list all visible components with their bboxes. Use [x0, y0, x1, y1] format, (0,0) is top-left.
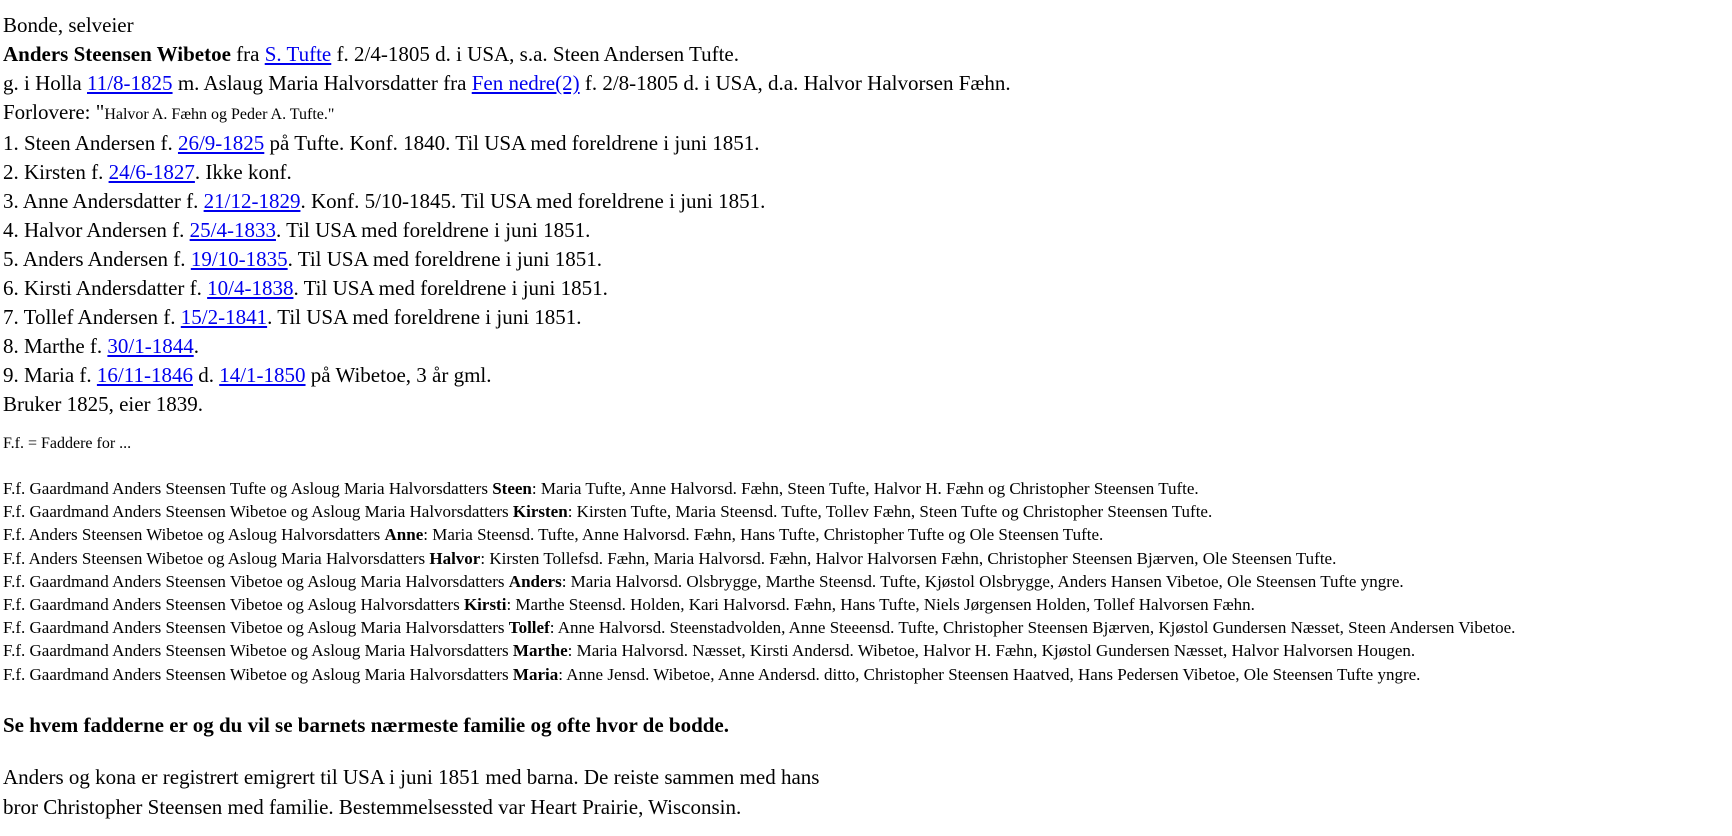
child-text: 6. Kirsti Andersdatter f. [3, 276, 208, 300]
child-item [3, 187, 1732, 216]
fadder-child: Steen [492, 479, 532, 498]
bruker-line: Bruker 1825, eier 1839. [3, 392, 204, 416]
child-text: 7. Tollef Andersen f. [3, 305, 181, 329]
fadder-child: Halvor [429, 548, 481, 568]
forlovere-prefix: Forlovere: " [3, 100, 105, 124]
child-birth-link[interactable]: 30/1-1844 [107, 334, 194, 358]
child-text: 3. Anne Andersdatter f. [3, 189, 204, 213]
marriage-prefix: g. i Holla [3, 71, 87, 95]
fadder-child: Anders [508, 571, 562, 591]
fadder-child: Kirsten [512, 502, 568, 522]
child-birth-link[interactable]: 10/4-1838 [207, 276, 294, 300]
forlovere-text: Halvor A. Fæhn og Peder A. Tufte." [104, 106, 335, 123]
person-name: Anders Steensen Wibetoe [3, 42, 231, 66]
fadder-parents: F.f. Gaardmand Anders Steensen Wibetoe og Asloug Maria Halvorsdatters [3, 641, 513, 661]
fadder-parents: F.f. Gaardmand Anders Steensen Vibetoe og Asloug Maria Halvorsdatters [3, 571, 509, 591]
marriage-spouse: m. Aslaug Maria Halvorsdatter fra [172, 71, 472, 95]
fadder-names: : Anne Jensd. Wibetoe, Anne Andersd. ditto, Christopher Steensen Haatved, Hans Pedersen Vibetoe, Ole Steensen Tufte yngre. [558, 664, 1421, 684]
person-line [3, 40, 1732, 69]
farm-link-fen-nedre[interactable]: Fen nedre(2) [471, 71, 580, 95]
fadder-parents: F.f. Gaardmand Anders Steensen Wibetoe og Asloug Maria Halvorsdatters [3, 664, 513, 684]
fadder-names: : Kirsten Tollefsd. Fæhn, Maria Halvorsd. Fæhn, Halvor Halvorsen Fæhn, Christopher Steensen Bjærven, Ole Steensen Tufte. [480, 548, 1337, 568]
fadder-child: Tollef [508, 618, 550, 638]
child-text: 8. Marthe f. [3, 334, 108, 358]
marriage-details: f. 2/8-1805 d. i USA, d.a. Halvor Halvorsen Fæhn. [579, 71, 1011, 95]
child-item [3, 332, 1732, 361]
fadder-entry [3, 477, 1732, 500]
child-text: d. [192, 363, 220, 387]
child-birth-link[interactable]: 15/2-1841 [180, 305, 268, 329]
fadder-entry [3, 570, 1732, 593]
child-birth-link[interactable]: 16/11-1846 [96, 363, 193, 387]
fadder-parents: F.f. Gaardmand Anders Steensen Wibetoe og Asloug Maria Halvorsdatters [3, 502, 513, 522]
child-text: 1. Steen Andersen f. [3, 131, 178, 155]
person-details: f. 2/4-1805 d. i USA, s.a. Steen Andersen Tufte. [331, 42, 740, 66]
child-text: . [193, 334, 199, 358]
fadder-entry [3, 547, 1732, 570]
fadder-parents: F.f. Gaardmand Anders Steensen Vibetoe og Asloug Maria Halvorsdatters [3, 618, 509, 638]
farm-link-s-tufte[interactable]: S. Tufte [264, 42, 332, 66]
child-item [3, 216, 1732, 245]
fadder-parents: F.f. Anders Steensen Wibetoe og Asloug Halvorsdatters [3, 525, 385, 545]
child-birth-link[interactable]: 19/10-1835 [190, 247, 288, 271]
fadder-child: Kirsti [463, 595, 507, 615]
child-birth-link[interactable]: 21/12-1829 [203, 189, 301, 213]
fadder-parents: F.f. Gaardmand Anders Steensen Vibetoe og Asloug Halvorsdatters [3, 595, 464, 615]
child-birth-link[interactable]: 25/4-1833 [189, 218, 276, 242]
child-item [3, 129, 1732, 158]
child-text: . Til USA med foreldrene i juni 1851. [293, 276, 608, 300]
marriage-line [3, 69, 1732, 98]
emigration-line-1: Anders og kona er registrert emigrert til USA i juni 1851 med barna. De reiste sammen med hans [3, 764, 820, 789]
fadder-names: : Maria Tufte, Anne Halvorsd. Fæhn, Steen Tufte, Halvor H. Fæhn og Christopher Steensen Tufte. [531, 479, 1199, 498]
marriage-date-link[interactable]: 11/8-1825 [87, 71, 173, 95]
occupation-line: Bonde, selveier [3, 13, 134, 37]
fadder-names: : Marthe Steensd. Holden, Kari Halvorsd. Fæhn, Hans Tufte, Niels Jørgensen Holden, Tollef Halvorsen Fæhn. [506, 595, 1255, 615]
child-text: . Til USA med foreldrene i juni 1851. [275, 218, 591, 242]
fadder-entry [3, 616, 1732, 639]
forlovere-line [3, 98, 1732, 129]
emigration-paragraph [3, 762, 1732, 822]
children-list [3, 129, 1732, 390]
child-text: . Til USA med foreldrene i juni 1851. [267, 305, 582, 329]
fadder-names: : Maria Halvorsd. Olsbrygge, Marthe Steensd. Tufte, Kjøstol Olsbrygge, Anders Hansen Vibetoe, Ole Steensen Tufte yngre. [561, 571, 1404, 591]
child-text: . Ikke konf. [194, 160, 292, 184]
child-text: . Til USA med foreldrene i juni 1851. [287, 247, 603, 271]
child-text: 2. Kirsten f. [3, 160, 109, 184]
fadder-names: : Maria Halvorsd. Næsset, Kirsti Andersd. Wibetoe, Halvor H. Fæhn, Kjøstol Gundersen Næsset, Halvor Halvorsen Hougen. [567, 641, 1416, 661]
child-text: på Wibetoe, 3 år gml. [305, 363, 492, 387]
fadder-entry [3, 639, 1732, 662]
person-fra: fra [230, 42, 265, 66]
fadder-entry [3, 663, 1732, 686]
fadder-parents: F.f. Gaardmand Anders Steensen Tufte og Asloug Maria Halvorsdatters [3, 479, 493, 498]
child-item [3, 245, 1732, 274]
child-birth-link[interactable]: 26/9-1825 [177, 131, 265, 155]
child-item [3, 361, 1732, 390]
child-text: . Konf. 5/10-1845. Til USA med foreldrene i juni 1851. [300, 189, 766, 213]
fadder-child: Marthe [512, 641, 568, 661]
fadder-child: Anne [384, 525, 424, 545]
fadder-names: : Anne Halvorsd. Steenstadvolden, Anne Steeensd. Tufte, Christopher Steensen Bjærven, Kjøstol Gundersen Næsset, Steen Andersen Vibetoe. [549, 618, 1516, 638]
fadder-parents: F.f. Anders Steensen Wibetoe og Asloug Maria Halvorsdatters [3, 548, 430, 568]
child-birth-link[interactable]: 24/6-1827 [108, 160, 195, 184]
faddere-list [3, 477, 1732, 686]
emigration-line-2: bror Christopher Steensen med familie. Bestemmelsessted var Heart Prairie, Wisconsin. [3, 794, 742, 819]
fadder-entry [3, 593, 1732, 616]
child-text: på Tufte. Konf. 1840. Til USA med foreldrene i juni 1851. [264, 131, 760, 155]
child-death-link[interactable]: 14/1-1850 [219, 363, 306, 387]
child-item [3, 303, 1732, 332]
faddere-note-heading: Se hvem fadderne er og du vil se barnets nærmeste familie og ofte hvor de bodde. [3, 712, 729, 737]
fadder-names: : Maria Steensd. Tufte, Anne Halvorsd. Fæhn, Hans Tufte, Christopher Tufte og Ole Steensen Tufte. [423, 525, 1104, 545]
child-item [3, 158, 1732, 187]
child-text: 9. Maria f. [3, 363, 97, 387]
fadder-child: Maria [512, 664, 559, 684]
fadder-entry [3, 523, 1732, 546]
child-text: 4. Halvor Andersen f. [3, 218, 190, 242]
fadder-names: : Kirsten Tufte, Maria Steensd. Tufte, Tollev Fæhn, Steen Tufte og Christopher Steensen Tufte. [567, 502, 1213, 522]
fadder-entry [3, 500, 1732, 523]
child-text: 5. Anders Andersen f. [3, 247, 191, 271]
faddere-legend: F.f. = Faddere for ... [3, 435, 132, 452]
child-item [3, 274, 1732, 303]
